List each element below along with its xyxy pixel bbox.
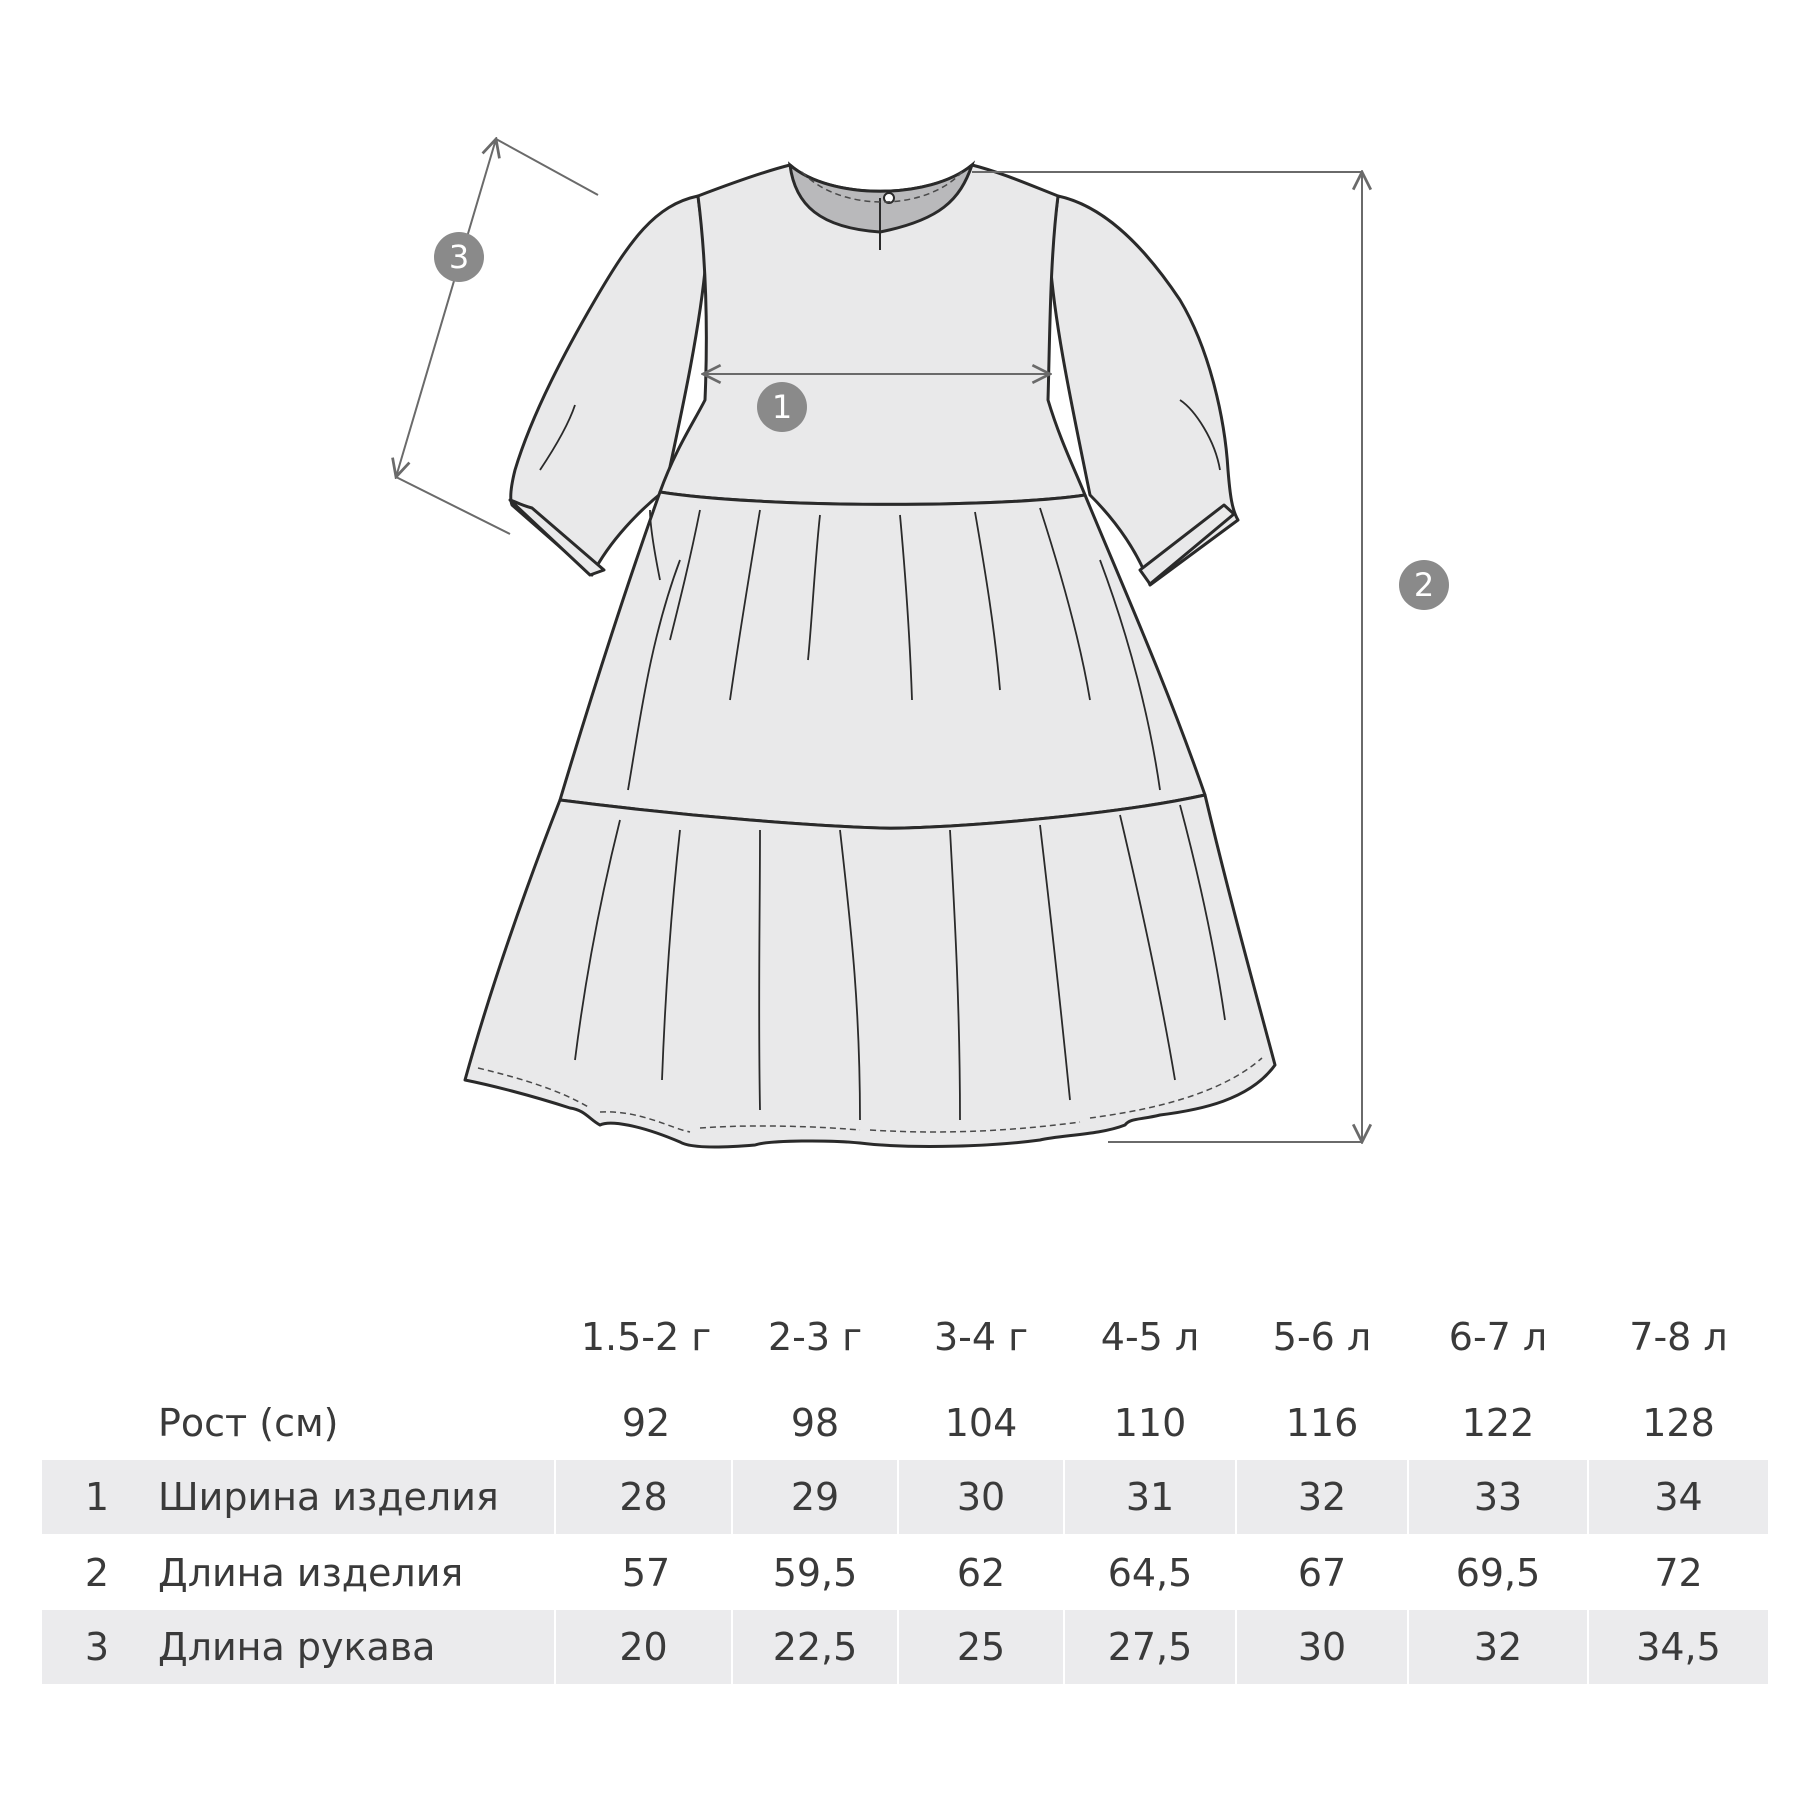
row-label: Длина рукава: [158, 1625, 436, 1669]
row-label: Ширина изделия: [158, 1475, 499, 1519]
marker-3-badge: 3: [434, 232, 484, 282]
height-cell: 104: [944, 1401, 1018, 1445]
table-cell: 22,5: [733, 1610, 897, 1684]
row-number: 2: [84, 1551, 110, 1595]
table-cell: 20: [556, 1610, 731, 1684]
table-cell: 28: [556, 1460, 731, 1534]
size-header-cell: 1.5-2 г: [580, 1315, 712, 1359]
dress-outline: [465, 165, 1275, 1147]
size-header-cell: 3-4 г: [933, 1315, 1029, 1359]
lower-tier: [465, 795, 1275, 1147]
table-cell: 72: [1654, 1551, 1703, 1595]
height-cell: 128: [1642, 1401, 1715, 1445]
table-cell: 30: [899, 1460, 1063, 1534]
marker-2-badge: 2: [1399, 560, 1449, 610]
table-cell: 27,5: [1065, 1610, 1235, 1684]
upper-tier: [560, 492, 1205, 828]
row-number: 3: [42, 1610, 152, 1684]
table-cell: 33: [1409, 1460, 1587, 1534]
table-cell: 34: [1589, 1460, 1768, 1534]
table-row: [42, 1536, 1768, 1610]
height-cell: 110: [1113, 1401, 1187, 1445]
row-number: 1: [42, 1460, 152, 1534]
size-header-cell: 7-8 л: [1629, 1315, 1728, 1359]
size-header-cell: 4-5 л: [1100, 1315, 1200, 1359]
table-cell: 59,5: [772, 1551, 858, 1595]
height-cell: 98: [790, 1401, 840, 1445]
height-row: [42, 1386, 1768, 1460]
marker-1-badge: 1: [757, 382, 807, 432]
row-label: Длина изделия: [158, 1551, 464, 1595]
table-cell: 30: [1237, 1610, 1407, 1684]
table-cell: 25: [899, 1610, 1063, 1684]
table-cell: 62: [956, 1551, 1006, 1595]
height-label: Рост (см): [158, 1401, 339, 1445]
table-cell: 64,5: [1107, 1551, 1193, 1595]
table-cell: 31: [1065, 1460, 1235, 1534]
size-header-cell: 5-6 л: [1272, 1315, 1372, 1359]
height-cell: 122: [1461, 1401, 1535, 1445]
size-header-cell: 2-3 г: [767, 1315, 863, 1359]
size-header-row: [42, 1300, 1768, 1374]
size-header-cell: 6-7 л: [1448, 1315, 1548, 1359]
table-cell: 34,5: [1589, 1610, 1768, 1684]
table-cell: 32: [1409, 1610, 1587, 1684]
table-cell: 69,5: [1455, 1551, 1541, 1595]
sleeve-length-arrow: [396, 139, 496, 477]
table-row: [42, 1460, 1768, 1534]
height-cell: 92: [621, 1401, 671, 1445]
table-cell: 57: [621, 1551, 671, 1595]
table-row: [42, 1610, 1768, 1684]
table-cell: 29: [733, 1460, 897, 1534]
table-cell: 32: [1237, 1460, 1407, 1534]
height-cell: 116: [1285, 1401, 1359, 1445]
table-cell: 67: [1297, 1551, 1347, 1595]
